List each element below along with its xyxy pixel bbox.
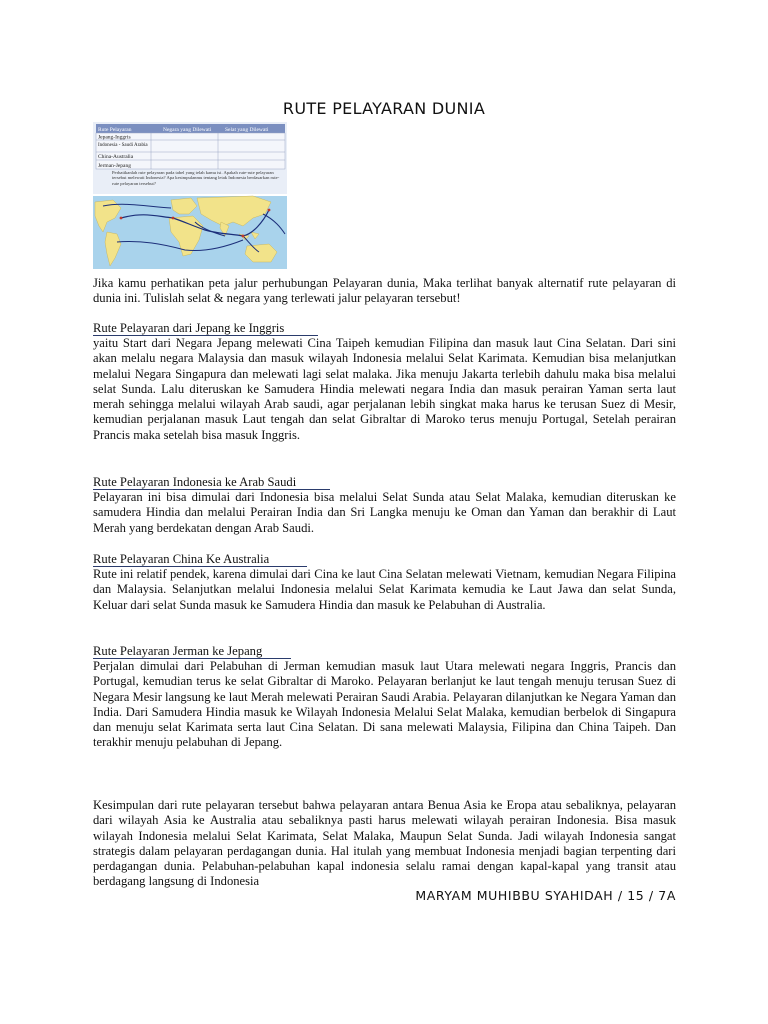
table-row-1: Jepang-Inggris xyxy=(98,134,131,141)
table-header-straits: Selat yang Dilewati xyxy=(225,127,269,133)
table-header-countries: Negara yang Dilewati xyxy=(163,127,212,133)
table-header-route: Rute Pelayaran xyxy=(98,127,132,133)
table-row-3: China-Australia xyxy=(98,154,134,160)
section-body-china-australia: Rute ini relatif pendek, karena dimulai dari Cina ke laut Cina Selatan melewati Vietnam, kemudian Negara Filipina dan Malaysia. Selanjutkan melalui Indonesia melalui Selat Karimata kemudia ke Laut Jawa dan selat Sunda, Keluar dari selat Sunda masuk ke Samudera Hindia dan masuk ke Pelabuhan di Australia. xyxy=(93,567,676,612)
intro-paragraph: Jika kamu perhatikan peta jalur perhubungan Pelayaran dunia, Maka terlihat banyak alternatif rute pelayaran di dunia ini. Tulislah selat & negara yang terlewati jalur pelayaran tersebut! xyxy=(93,276,676,306)
author-footer: MARYAM MUHIBBU SYAHIDAH / 15 / 7A xyxy=(415,888,676,903)
section-body-indonesia-saudi: Pelayaran ini bisa dimulai dari Indonesia bisa melalui Selat Sunda atau Selat Malaka, kemudian diteruskan ke samudera Hindia dan melalui Perairan India dan Sri Langka menuju ke Oman dan Yaman dan berakhir di Laut Merah yang berdekatan dengan Arab Saudi. xyxy=(93,490,676,535)
section-heading-germany-japan: Rute Pelayaran Jerman ke Jepang xyxy=(93,644,263,658)
world-map xyxy=(93,196,287,269)
section-heading-indonesia-saudi: Rute Pelayaran Indonesia ke Arab Saudi xyxy=(93,475,297,489)
table-row-2: Indonesia - Saudi Arabia xyxy=(98,143,148,148)
section-body-japan-england: yaitu Start dari Negara Jepang melewati Cina Taipeh kemudian Filipina dan masuk laut Cina Selatan. Dari sini akan melalu negara Malaysia dan masuk wilayah Indonesia melalui Selat Karimata. Kemudian bisa melanjutkan melalui Negara Singapura dan melewati lagi selat malaka. Jika menuju Jakarta terlebih dahulu maka bisa melalui selat Sunda. Lalu diteruskan ke Samudera Hindia melewati negara India dan masuk perairan Yaman serta laut merah sehingga melalui wilayah Arab saudi, agar perjalanan lebih singkat maka harus ke terusan Suez di Mesir, kemudian perjalanan masuk Laut tengah dan selat Gibraltar di Maroko terus menuju Portugal, Setelah perairan Prancis maka setelah bisa masuk Inggris. xyxy=(93,336,676,442)
figure-caption: Perhatikanlah rute pelayaran pada tabel yang telah kamu isi. Apakah rute-rute pelayaran tersebut melewati Indonesia? Apa kesimpulanmu tentang letak Indonesia berdasarkan rute-rute pelayaran tersebut? xyxy=(112,170,280,186)
table-row-4: Jerman-Jepang xyxy=(98,163,131,169)
page-title: RUTE PELAYARAN DUNIA xyxy=(282,99,486,118)
section-heading-china-australia: Rute Pelayaran China Ke Australia xyxy=(93,552,270,566)
route-map-figure xyxy=(93,122,287,269)
section-body-germany-japan: Perjalan dimulai dari Pelabuhan di Jerman kemudian masuk laut Utara melewati negara Inggris, Prancis dan Portugal, kemudian terus ke selat Gibraltar di Maroko. Pelayaran berlanjut ke laut tengah menuju terusan Suez di Negara Mesir langsung ke laut Merah melewati Perairan Saudi Arabia. Pelayaran dilanjutkan ke Negara Yaman dan India. Dari Samudera Hindia masuk ke Wilayah Indonesia Melalui Selat Malaka, kemudian berbelok di Singapura dan menuju selat Karimata serta laut Cina Selatan. Di sana melewati Malaysia, Filipina dan China Taipeh. Dan terakhir menuju pelabuhan di Jepang. xyxy=(93,659,676,750)
section-heading-japan-england: Rute Pelayaran dari Jepang ke Inggris xyxy=(93,321,285,335)
conclusion-paragraph: Kesimpulan dari rute pelayaran tersebut bahwa pelayaran antara Benua Asia ke Eropa atau sebaliknya, pelayaran dari wilayah Asia ke Australia atau sebaliknya pasti harus melewati wilayah perairan Indonesia. Bisa masuk wilayah Indonesia melalui Selat Karimata, Selat Malaka, Maupun Selat Sunda. Jadi wilayah Indonesia sangat strategis dalam pelayaran perdagangan dunia. Hal itulah yang membuat Indonesia menjadi bagian terpenting dari perdagangan dunia. Pelabuhan-pelabuhan kapal indonesia selalu ramai dengan kapal-kapal yang transit atau berdagang langsung di Indonesia xyxy=(93,798,676,889)
